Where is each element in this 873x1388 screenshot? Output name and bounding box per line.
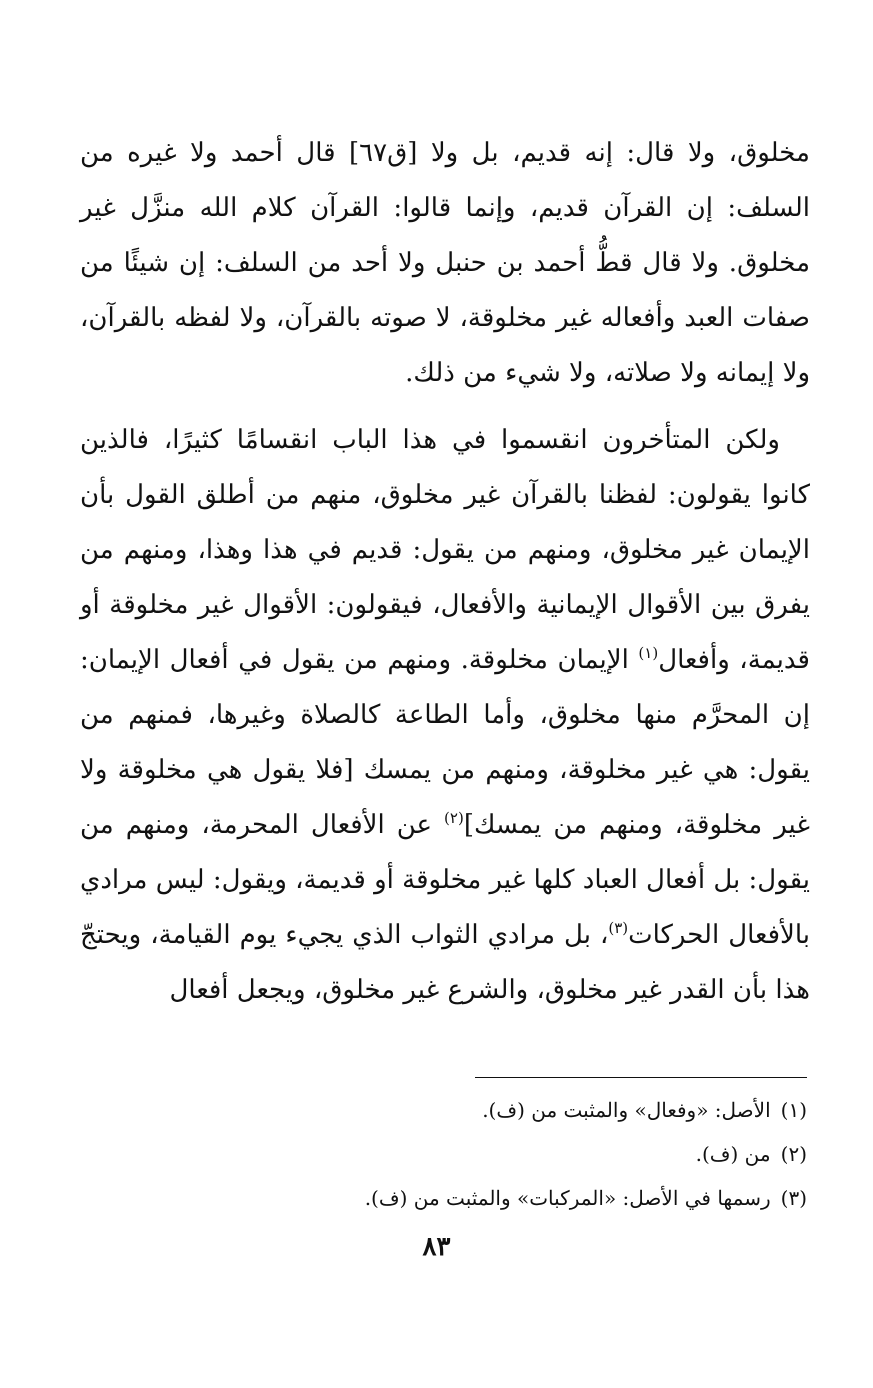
- paragraph-text: عن الأفعال المحرمة، ومنهم من يقول: بل أفعال العباد كلها غير مخلوقة أو قديمة، ويقول: ليس مرادي بالأفعال الحركات: [80, 810, 810, 950]
- footnote-number: (٣): [780, 1186, 807, 1210]
- footnote: [107, 1088, 807, 1132]
- paragraph-text: مخلوق، ولا قال: إنه قديم، بل ولا [ق٦٧] قال أحمد ولا غيره من السلف: إن القرآن قديم، وإنما قالوا: القرآن كلام الله منزَّل غير مخلوق. ولا قال قطُّ أحمد بن حنبل ولا أحد من السلف: إن شيئًا من صفات العبد وأفعاله غير مخلوقة، لا صوته بالقرآن، ولا لفظه بالقرآن، ولا إيمانه ولا صلاته، ولا شيء من ذلك.: [80, 138, 810, 388]
- footnote-separator: [475, 1077, 807, 1078]
- footnote-number: (٢): [780, 1142, 807, 1166]
- footnote-text: رسمها في الأصل: «المركبات» والمثبت من (ف).: [364, 1186, 771, 1210]
- footnote-reference[interactable]: (٢): [444, 809, 464, 827]
- footnote-reference[interactable]: (٣): [608, 919, 629, 937]
- page-number: ٨٣: [422, 1232, 451, 1262]
- footnote-number: (١): [780, 1098, 807, 1122]
- footnote-text: من (ف).: [695, 1142, 771, 1166]
- footnote: [107, 1176, 807, 1220]
- paragraph-text: الإيمان مخلوقة. ومنهم من يقول في أفعال الإيمان: إن المحرَّم منها مخلوق، وأما الطاعة كالصلاة وغيرها، فمنهم من يقول: هي غير مخلوقة، ومنهم من يمسك [فلا يقول هي مخلوقة ولا غير مخلوقة، ومنهم من يمسك]: [80, 645, 811, 840]
- footnote-text: الأصل: «وفعال» والمثبت من (ف).: [482, 1098, 771, 1122]
- main-text: [80, 126, 810, 1018]
- footnote: [107, 1132, 807, 1176]
- paragraph: [80, 126, 810, 401]
- paragraph-text: ، بل مرادي الثواب الذي يجيء يوم القيامة، ويحتجّ هذا بأن القدر غير مخلوق، والشرع غير مخلوق، ويجعل أفعال: [80, 920, 810, 1005]
- footnotes: [107, 1088, 807, 1220]
- paragraph: [80, 413, 810, 1018]
- paragraph-text: ولكن المتأخرون انقسموا في هذا الباب انقسامًا كثيرًا، فالذين كانوا يقولون: لفظنا بالقرآن غير مخلوق، منهم من أطلق القول بأن الإيمان غير مخلوق، ومنهم من يقول: قديم في هذا وهذا، ومنهم من يفرق بين الأقوال الإيمانية والأفعال، فيقولون: الأقوال غير مخلوقة أو قديمة، وأفعال: [80, 425, 810, 675]
- footnote-reference[interactable]: (١): [638, 644, 659, 662]
